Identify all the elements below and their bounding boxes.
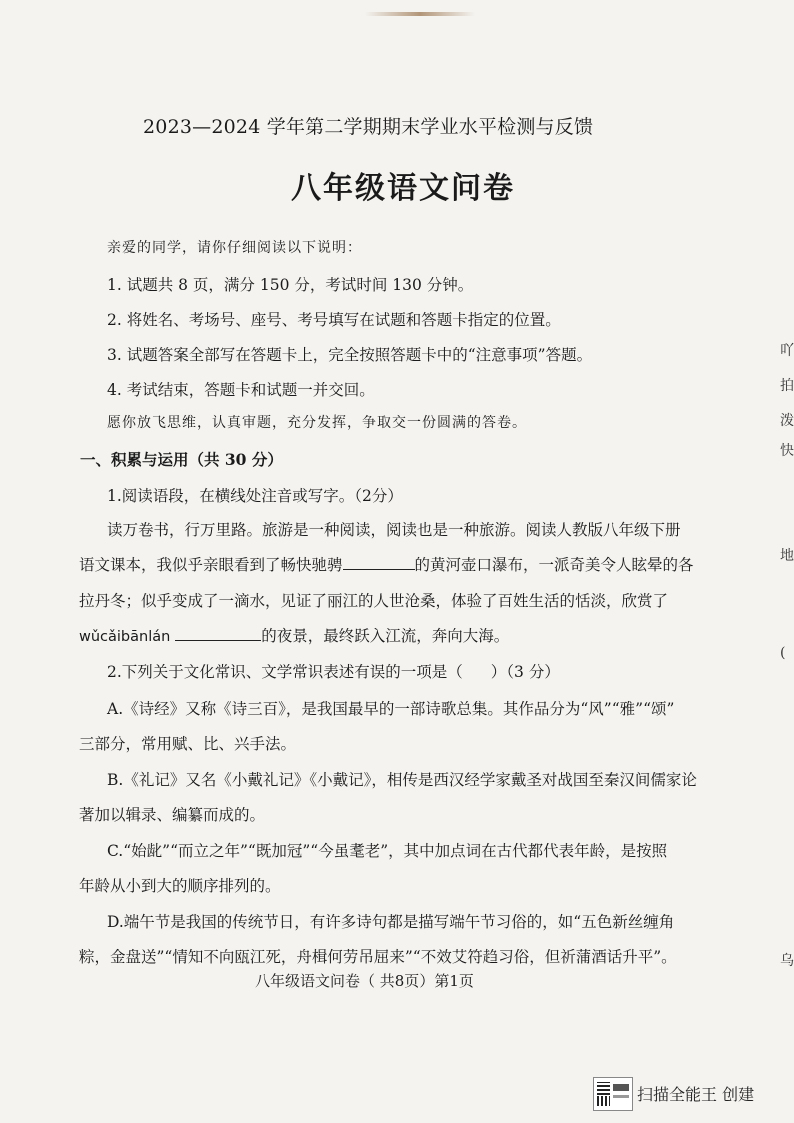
question-1-stem: 1.阅读语段，在横线处注音或写字。（2分） — [107, 487, 403, 505]
edge-char: 地 — [780, 548, 794, 564]
edge-char: 快 — [780, 443, 794, 459]
instruction-item: 2. 将姓名、考场号、座号、考号填写在试题和答题卡指定的位置。 — [107, 311, 561, 329]
passage-line: 读万卷书，行万里路。旅游是一种阅读，阅读也是一种旅游。阅读人教版八年级下册 — [107, 521, 681, 539]
option-d: D.端午节是我国的传统节日，有许多诗句都是描写端午节习俗的，如“五色新丝缠角 — [107, 913, 675, 931]
exam-title: 八年级语文问卷 — [291, 171, 515, 206]
edge-char: 拍 — [780, 378, 794, 394]
answer-blank — [175, 626, 261, 641]
edge-char: 乌 — [780, 953, 794, 969]
instructions-wish: 愿你放飞思维，认真审题，充分发挥，争取交一份圆满的答卷。 — [107, 415, 527, 431]
scanner-logo-icon — [593, 1077, 633, 1111]
page-footer: 八年级语文问卷（ 共8页）第1页 — [255, 972, 474, 990]
edge-char: 吖 — [780, 343, 794, 359]
option-c: C.“始龀”“而立之年”“既加冠”“今虽耄老”，其中加点词在古代都代表年龄，是按照 — [107, 842, 668, 860]
option-a-cont: 三部分，常用赋、比、兴手法。 — [79, 735, 297, 753]
instruction-item: 4. 考试结束，答题卡和试题一并交回。 — [107, 381, 375, 399]
passage-text: 语文课本，我似乎亲眼看到了畅快驰骋 — [79, 556, 343, 574]
option-a: A.《诗经》又称《诗三百》，是我国最早的一部诗歌总集。其作品分为“风”“雅”“颂” — [107, 700, 675, 718]
instruction-item: 1. 试题共 8 页，满分 150 分，考试时间 130 分钟。 — [107, 276, 474, 294]
instructions-greeting: 亲爱的同学，请你仔细阅读以下说明： — [107, 240, 362, 256]
question-2-stem — [107, 660, 560, 682]
option-b: B.《礼记》又名《小戴礼记》《小戴记》，相传是西汉经学家戴圣对战国至秦汉间儒家论 — [107, 771, 697, 789]
option-b-cont: 著加以辑录、编纂而成的。 — [79, 806, 266, 824]
stem-text: ）（3 分） — [490, 663, 560, 681]
exam-header: 2023—2024 学年第二学期期末学业水平检测与反馈 — [143, 116, 594, 138]
passage-line: 拉丹冬；似乎变成了一滴水，见证了丽江的人世沧桑，体验了百姓生活的恬淡，欣赏了 — [79, 592, 669, 610]
scanner-watermark: 扫描全能王 创建 — [637, 1085, 755, 1104]
edge-char: ( — [780, 645, 786, 661]
passage-text: 的夜景，最终跃入江流，奔向大海。 — [261, 627, 510, 645]
instruction-item: 3. 试题答案全部写在答题卡上，完全按照答题卡中的“注意事项”答题。 — [107, 346, 593, 364]
scan-artifact — [365, 12, 475, 16]
pinyin-text: wǔcǎibānlán — [79, 629, 171, 645]
passage-line — [79, 553, 694, 575]
answer-blank — [343, 555, 415, 570]
option-d-cont: 粽，金盘送”“情知不向瓯江死，舟楫何劳吊屈来”“不效艾符趋习俗，但祈蒲酒话升平”。 — [79, 948, 677, 966]
stem-text: 2.下列关于文化常识、文学常识表述有误的一项是（ — [107, 663, 463, 681]
edge-char: 泼 — [780, 413, 794, 429]
section-heading: 一、积累与运用（共 30 分） — [80, 450, 283, 469]
passage-text: 的黄河壶口瀑布，一派奇美令人眩晕的各 — [414, 556, 694, 574]
passage-line — [79, 624, 509, 646]
option-c-cont: 年龄从小到大的顺序排列的。 — [79, 877, 281, 895]
